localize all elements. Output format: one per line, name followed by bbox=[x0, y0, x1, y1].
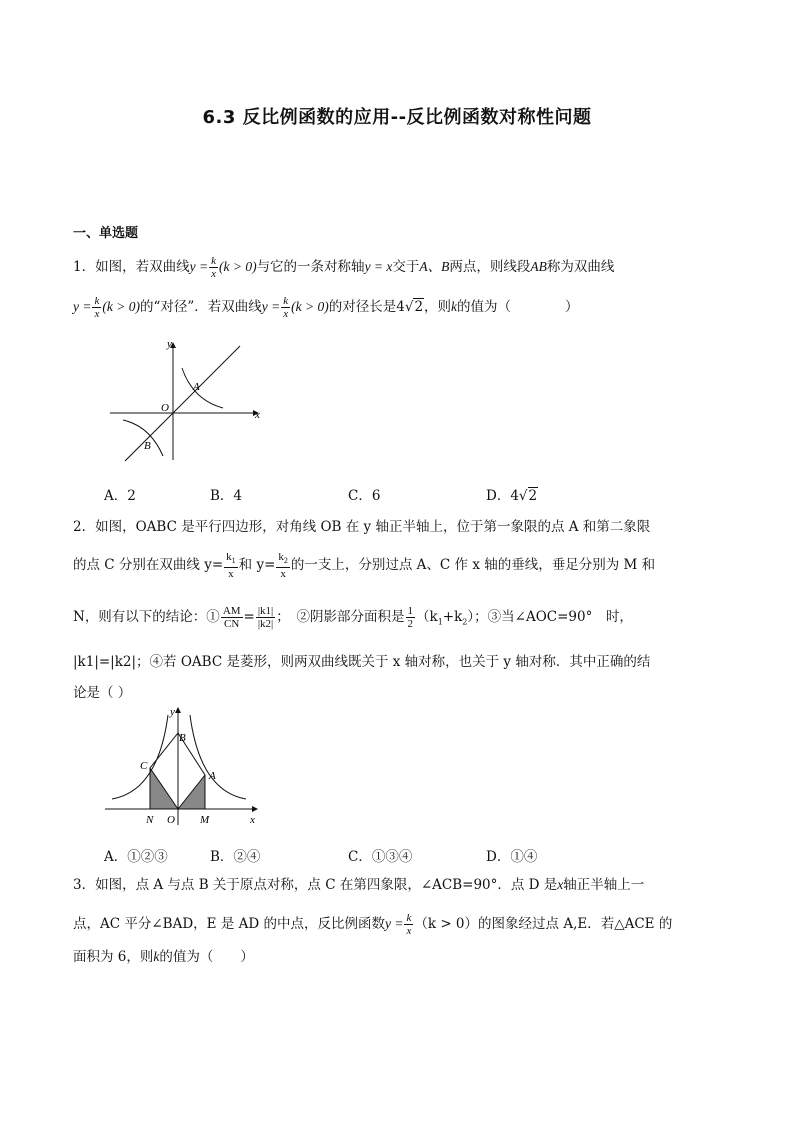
label-C: C bbox=[140, 760, 148, 772]
page-title: 6.3 反比例函数的应用--反比例函数对称性问题 bbox=[202, 107, 592, 128]
label-B: B bbox=[144, 440, 151, 452]
q1-option-b[interactable]: B．4 bbox=[210, 488, 243, 504]
q2-line-2: 的点 C 分别在双曲线 y= $\frac{k_1}{x}$ 和 y= $\frac{k_2}{x}$ 的一支上，分别过点 A、C 作 x 轴的垂线，垂足分别为 M 和 bbox=[73, 551, 656, 581]
q1-option-d[interactable]: D．4√2 bbox=[486, 488, 538, 504]
q2-option-b[interactable]: B．②④ bbox=[210, 849, 261, 865]
fraction: $\frac{k}{x}$ bbox=[406, 912, 412, 937]
q2-line-5: 论是（ ） bbox=[73, 685, 132, 701]
label-O: O bbox=[161, 402, 169, 414]
q2-line-1: 2．如图，OABC 是平行四边形，对角线 OB 在 y 轴正半轴上，位于第一象限的点 A 和第二象限 bbox=[73, 519, 651, 535]
section-heading: 一、单选题 bbox=[73, 226, 139, 241]
label-A: A bbox=[193, 381, 200, 393]
q2-line-3: N，则有以下的结论：① $\frac{AM}{CN}$ = $\frac{|k1|}{|k2|}$ ； ②阴影部分面积是 $\frac{1}{2}$ $(k_1+k_2)$；③当∠AOC=90° 时， bbox=[73, 605, 633, 630]
label-M: M bbox=[200, 814, 210, 826]
hyperbola-branch-1 bbox=[182, 368, 223, 408]
label-x: x bbox=[250, 814, 255, 826]
fraction: $\frac{k_2}{x}$ bbox=[278, 551, 288, 581]
q2-option-d[interactable]: D．①④ bbox=[486, 849, 538, 865]
fraction: $\frac{k}{x}$ bbox=[283, 295, 289, 320]
q3-line-1: 3．如图，点 A 与点 B 关于原点对称，点 C 在第四象限，∠ACB=90°．点 D 是x轴正半轴上一 bbox=[73, 877, 645, 893]
fraction: $\frac{1}{2}$ bbox=[407, 605, 414, 630]
symmetry-line bbox=[125, 346, 240, 461]
q2-line-4: |k1|=|k2|；④若 OABC 是菱形，则两双曲线既关于 x 轴对称，也关于 y 轴对称．其中正确的结 bbox=[73, 654, 651, 670]
fraction: $\frac{k}{x}$ bbox=[211, 255, 216, 280]
q2-option-c[interactable]: C．①③④ bbox=[348, 849, 413, 865]
y-axis-arrow bbox=[175, 707, 181, 713]
label-O: O bbox=[167, 814, 175, 826]
q1-option-a[interactable]: A．2 bbox=[104, 488, 136, 504]
fraction: $\frac{k}{x}$ bbox=[94, 295, 100, 320]
fraction: $\frac{AM}{CN}$ bbox=[222, 605, 241, 630]
hyperbola-branch-2 bbox=[123, 420, 163, 456]
q3-line-3: 面积为 6，则k的值为（ ） bbox=[73, 949, 254, 965]
label-y: y bbox=[167, 338, 172, 350]
q1-line-2: y = $\frac{k}{x}$ (k > 0)的“对径”．若双曲线y = $\frac{k}{x}$ (k > 0)的对径长是4√2，则k的值为（ ） bbox=[73, 295, 579, 320]
label-B: B bbox=[179, 732, 186, 744]
q1-line-1: 1．如图，若双曲线y = $\frac{k}{x}$ (k > 0)与它的一条对称轴y = x交于A、B两点，则线段AB称为双曲线 bbox=[73, 255, 615, 280]
label-A: A bbox=[209, 770, 216, 782]
q2-option-a[interactable]: A．①②③ bbox=[104, 849, 168, 865]
q1-option-c[interactable]: C．6 bbox=[348, 488, 381, 504]
q1-text: 1．如图，若双曲线 bbox=[73, 259, 190, 275]
fraction: $\frac{|k1|}{|k2|}$ bbox=[257, 605, 274, 630]
x-axis-arrow bbox=[252, 806, 258, 812]
label-x: x bbox=[255, 409, 260, 421]
q1-figure bbox=[105, 338, 265, 463]
sqrt-sign: √ bbox=[404, 299, 414, 315]
q2-figure bbox=[100, 703, 265, 828]
label-N: N bbox=[146, 814, 154, 826]
fraction: $\frac{k_1}{x}$ bbox=[226, 551, 236, 581]
label-y: y bbox=[170, 706, 175, 718]
q3-line-2: 点，AC 平分∠BAD，E 是 AD 的中点，反比例函数y = $\frac{k}{x}$ （k > 0）的图象经过点 A,E．若△ACE 的 bbox=[73, 912, 673, 937]
